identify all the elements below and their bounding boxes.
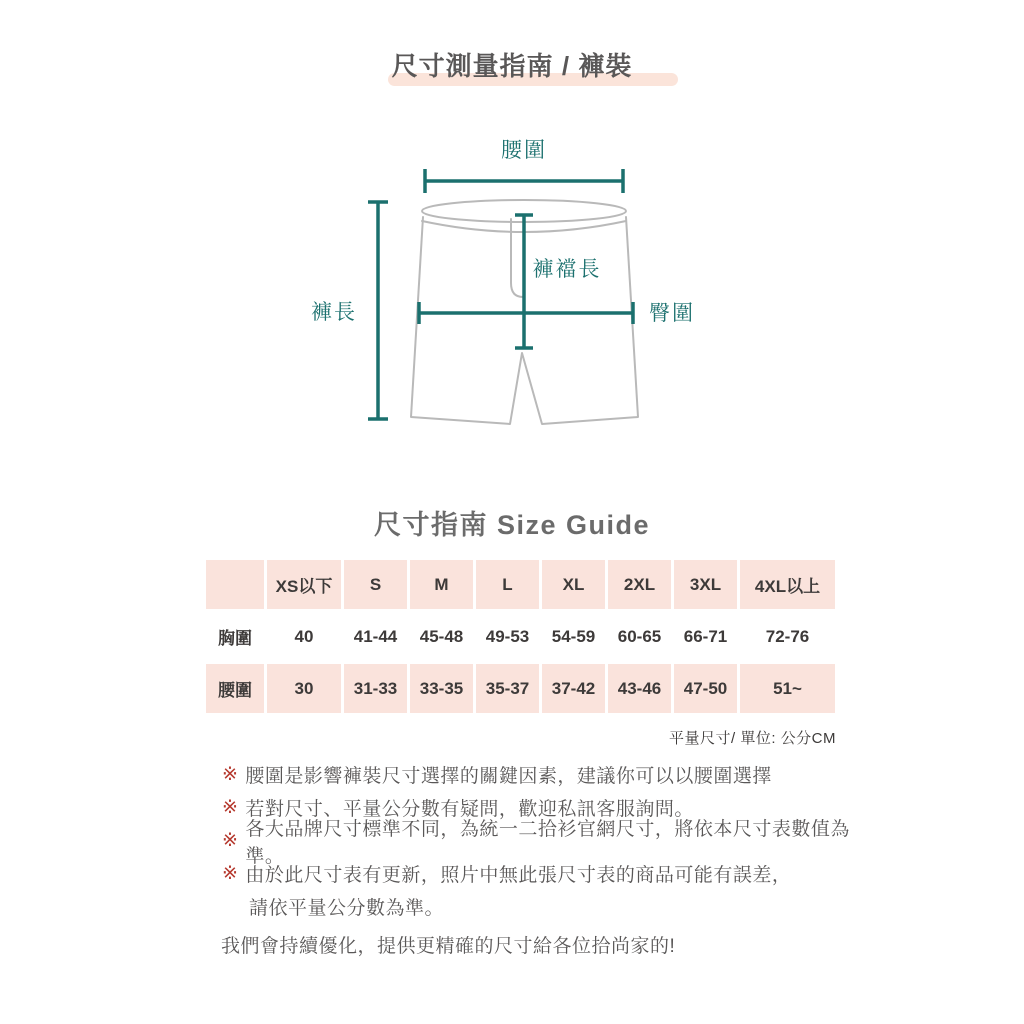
unit-note: 平量尺寸/ 單位: 公分CM bbox=[669, 730, 836, 747]
table-cell: 66-71 bbox=[674, 612, 737, 661]
table-row-waist bbox=[206, 664, 835, 713]
table-cell: 33-35 bbox=[410, 664, 473, 713]
table-cell: 37-42 bbox=[542, 664, 605, 713]
footnotes bbox=[222, 758, 862, 961]
table-cell: 30 bbox=[267, 664, 341, 713]
closing-note bbox=[221, 928, 862, 961]
pant-length-label: 褲長 bbox=[311, 301, 357, 324]
table-header-cell: XL bbox=[542, 560, 605, 609]
table-cell: 40 bbox=[267, 612, 341, 661]
note-item bbox=[222, 758, 862, 791]
table-cell: 49-53 bbox=[476, 612, 539, 661]
hip-measure-line bbox=[419, 302, 633, 324]
note-text: 請依平量公分數為準。 bbox=[249, 898, 445, 919]
size-table bbox=[203, 557, 838, 716]
table-cell: 72-76 bbox=[740, 612, 835, 661]
crotch-length-label: 褲襠長 bbox=[532, 258, 602, 281]
size-guide-heading: 尺寸指南 Size Guide bbox=[373, 510, 651, 540]
waist-measure-line bbox=[425, 169, 623, 193]
table-header-cell: XS以下 bbox=[267, 560, 341, 609]
size-table-header-row bbox=[206, 560, 835, 609]
page-title: 尺寸測量指南 / 褲裝 bbox=[391, 51, 633, 81]
table-header-cell: S bbox=[344, 560, 407, 609]
table-cell: 43-46 bbox=[608, 664, 671, 713]
fly-line bbox=[511, 219, 523, 297]
row-label: 腰圍 bbox=[206, 664, 264, 713]
note-item bbox=[222, 818, 862, 867]
table-cell: 47-50 bbox=[674, 664, 737, 713]
reference-mark-icon: ※ bbox=[222, 830, 239, 851]
table-cell: 60-65 bbox=[608, 612, 671, 661]
table-header-cell: 3XL bbox=[674, 560, 737, 609]
page-title-row bbox=[0, 46, 1024, 90]
table-header-cell: M bbox=[410, 560, 473, 609]
table-cell: 31-33 bbox=[344, 664, 407, 713]
waist-label: 腰圍 bbox=[501, 139, 547, 162]
table-row-chest bbox=[206, 612, 835, 661]
table-cell: 54-59 bbox=[542, 612, 605, 661]
table-header-cell: 2XL bbox=[608, 560, 671, 609]
crotch-measure-line bbox=[515, 215, 533, 348]
note-text: 各大品牌尺寸標準不同，為統一二拾衫官網尺寸，將依本尺寸表數值為準。 bbox=[245, 818, 850, 867]
table-header-cell: L bbox=[476, 560, 539, 609]
reference-mark-icon: ※ bbox=[222, 797, 239, 818]
pant-length-measure-line bbox=[368, 202, 388, 419]
table-header-cell bbox=[206, 560, 264, 609]
row-label: 胸圍 bbox=[206, 612, 264, 661]
reference-mark-icon: ※ bbox=[222, 863, 239, 884]
table-cell: 35-37 bbox=[476, 664, 539, 713]
reference-mark-icon: ※ bbox=[222, 764, 239, 785]
note-text: 腰圍是影響褲裝尺寸選擇的關鍵因素，建議你可以以腰圍選擇 bbox=[245, 766, 772, 787]
table-header-cell: 4XL以上 bbox=[740, 560, 835, 609]
table-cell: 41-44 bbox=[344, 612, 407, 661]
size-table-container bbox=[203, 557, 838, 716]
note-continuation bbox=[222, 890, 862, 923]
note-item bbox=[222, 857, 862, 890]
note-text: 我們會持續優化，提供更精確的尺寸給各位拾尚家的! bbox=[221, 936, 676, 957]
hip-label: 臀圍 bbox=[649, 302, 695, 325]
table-cell: 51~ bbox=[740, 664, 835, 713]
note-text: 若對尺寸、平量公分數有疑問，歡迎私訊客服詢問。 bbox=[245, 799, 694, 820]
table-cell: 45-48 bbox=[410, 612, 473, 661]
note-text: 由於此尺寸表有更新，照片中無此張尺寸表的商品可能有誤差， bbox=[245, 865, 792, 886]
pants-measurement-diagram bbox=[290, 130, 730, 470]
